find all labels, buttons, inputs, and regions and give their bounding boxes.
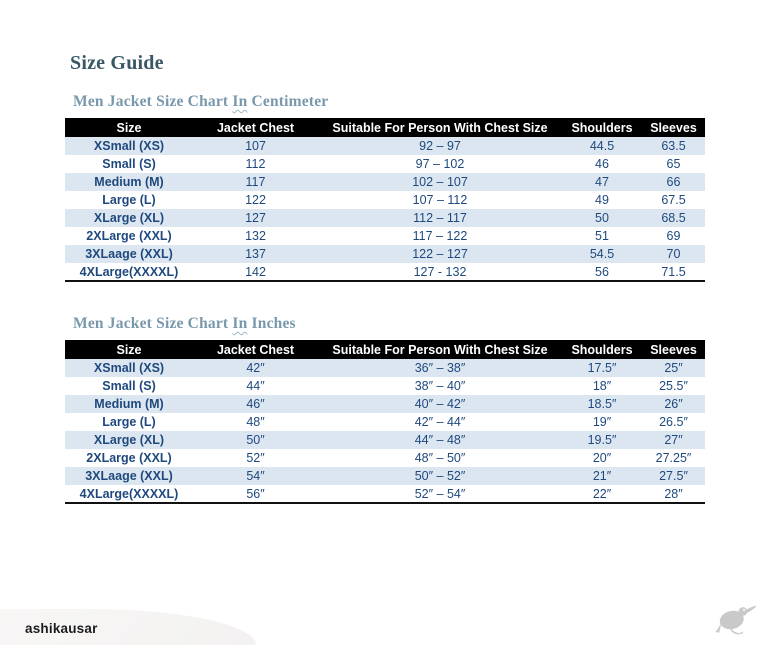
column-header-shoulders: Shoulders [562, 340, 642, 359]
table-row [65, 245, 705, 263]
table-cell: 107 – 112 [412, 193, 468, 207]
kiwi-bird-icon [710, 602, 758, 638]
table-cell: 92 – 97 [419, 139, 461, 153]
size-guide-page [0, 52, 765, 645]
table-cell: 142 [245, 264, 266, 279]
size-label-cell: 4XLarge(XXXXL) [79, 486, 179, 501]
kiwi-swoosh [716, 623, 722, 632]
size-label-cell: Small (S) [102, 379, 156, 393]
table-cell: 44″ [246, 379, 265, 393]
table-row [65, 191, 705, 209]
size-label-cell: XSmall (XS) [93, 361, 165, 375]
table-cell: 127 - 132 [413, 264, 467, 279]
table-cell: 21″ [592, 469, 612, 483]
size-label-cell: 2XLarge (XXL) [86, 451, 172, 465]
size-label-cell: 4XLarge(XXXXL) [79, 264, 179, 279]
table-cell: 26″ [664, 397, 683, 411]
table-cell: 25.5″ [659, 379, 688, 393]
section-title-centimeter [73, 93, 765, 111]
section-title-inches [73, 315, 765, 333]
table-cell: 26.5″ [659, 415, 688, 429]
table-cell: 54″ [246, 469, 265, 483]
table-row [65, 413, 705, 431]
table-cell: 97 – 102 [415, 157, 465, 171]
column-header-size: Size [65, 340, 193, 359]
table-cell: 67.5 [661, 193, 686, 207]
table-cell: 20″ [592, 451, 612, 465]
table-row [65, 263, 705, 281]
section-title-part: Centimeter [247, 93, 329, 110]
table-cell: 69 [666, 229, 681, 243]
table-cell: 28″ [664, 486, 683, 501]
table-header-row [65, 340, 705, 359]
size-label-cell: Medium (M) [94, 397, 164, 411]
table-cell: 66 [666, 175, 681, 189]
table-row [65, 209, 705, 227]
table-cell: 42″ – 44″ [414, 415, 466, 429]
table-cell: 17.5″ [587, 361, 617, 375]
table-cell: 49 [595, 193, 609, 207]
table-cell: 46″ [246, 397, 265, 411]
table-row [65, 227, 705, 245]
size-table-inches [65, 340, 705, 504]
table-row [65, 431, 705, 449]
size-label-cell: Small (S) [102, 157, 156, 171]
table-cell: 68.5 [661, 211, 686, 225]
table-cell: 50 [595, 211, 609, 225]
size-label-cell: 2XLarge (XXL) [86, 229, 172, 243]
table-row [65, 377, 705, 395]
table-cell: 50″ – 52″ [414, 469, 466, 483]
table-cell: 18″ [592, 379, 612, 393]
table-cell: 127 [245, 211, 266, 225]
table-cell: 19.5″ [587, 433, 617, 447]
section-title-squiggle-word: In [232, 93, 248, 110]
table-cell: 52″ – 54″ [414, 486, 466, 501]
table-cell: 42″ [246, 361, 265, 375]
table-cell: 18.5″ [587, 397, 617, 411]
column-header-shoulders: Shoulders [562, 118, 642, 137]
table-cell: 63.5 [661, 139, 686, 153]
column-header-suitable: Suitable For Person With Chest Size [318, 340, 562, 359]
watermark-text: ashikausar [25, 621, 98, 636]
column-header-sleeves: Sleeves [642, 118, 705, 137]
kiwi-eye-curl [743, 609, 746, 612]
table-row [65, 173, 705, 191]
size-label-cell: Large (L) [102, 415, 156, 429]
table-cell: 132 [245, 229, 266, 243]
table-cell: 112 – 117 [413, 211, 467, 225]
table-cell: 27.25″ [655, 451, 692, 465]
column-header-jacket-chest: Jacket Chest [193, 118, 318, 137]
table-cell: 51 [595, 229, 609, 243]
table-cell: 54.5 [589, 247, 615, 261]
column-header-size: Size [65, 118, 193, 137]
table-cell: 48″ – 50″ [414, 451, 466, 465]
table-cell: 44.5 [589, 139, 615, 153]
size-table-centimeter [65, 118, 705, 282]
size-label-cell: 3XLaage (XXL) [85, 247, 173, 261]
table-cell: 25″ [664, 361, 683, 375]
section-title-part: Inches [247, 315, 296, 332]
table-row [65, 485, 705, 503]
table-cell: 107 [245, 139, 266, 153]
table-cell: 56″ [246, 486, 265, 501]
table-row [65, 395, 705, 413]
table-cell: 112 [245, 157, 266, 171]
table-cell: 65 [666, 157, 681, 171]
section-title-squiggle-word: In [232, 315, 248, 332]
table-cell: 40″ – 42″ [414, 397, 466, 411]
size-label-cell: XLarge (XL) [93, 211, 165, 225]
table-cell: 47 [595, 175, 609, 189]
column-header-jacket-chest: Jacket Chest [193, 340, 318, 359]
table-cell: 56 [595, 264, 609, 279]
size-label-cell: Medium (M) [94, 175, 164, 189]
table-row [65, 359, 705, 377]
table-cell: 137 [245, 247, 266, 261]
watermark-badge [0, 609, 256, 645]
table-cell: 36″ – 38″ [414, 361, 466, 375]
size-label-cell: XSmall (XS) [93, 139, 165, 153]
table-cell: 70 [666, 247, 681, 261]
table-cell: 102 – 107 [412, 175, 468, 189]
table-cell: 38″ – 40″ [414, 379, 466, 393]
kiwi-beak [745, 606, 756, 613]
size-label-cell: Large (L) [102, 193, 156, 207]
table-cell: 52″ [246, 451, 265, 465]
table-row [65, 449, 705, 467]
column-header-sleeves: Sleeves [642, 340, 705, 359]
table-cell: 122 – 127 [412, 247, 468, 261]
table-cell: 117 [245, 175, 266, 189]
table-cell: 46 [595, 157, 609, 171]
table-row [65, 155, 705, 173]
table-cell: 27.5″ [659, 469, 688, 483]
table-cell: 22″ [592, 486, 612, 501]
column-header-suitable: Suitable For Person With Chest Size [318, 118, 562, 137]
section-title-part: Men Jacket Size Chart [73, 315, 233, 332]
table-row [65, 467, 705, 485]
section-title-part: Men Jacket Size Chart [73, 93, 233, 110]
table-cell: 19″ [592, 415, 612, 429]
table-cell: 50″ [246, 433, 265, 447]
table-header-row [65, 118, 705, 137]
table-cell: 48″ [246, 415, 265, 429]
table-cell: 27″ [664, 433, 683, 447]
table-cell: 122 [245, 193, 266, 207]
page-title: Size Guide [70, 52, 164, 74]
table-cell: 71.5 [661, 264, 686, 279]
table-cell: 117 – 122 [412, 229, 468, 243]
table-row [65, 137, 705, 155]
size-label-cell: 3XLaage (XXL) [85, 469, 173, 483]
table-cell: 44″ – 48″ [414, 433, 466, 447]
size-label-cell: XLarge (XL) [93, 433, 165, 447]
